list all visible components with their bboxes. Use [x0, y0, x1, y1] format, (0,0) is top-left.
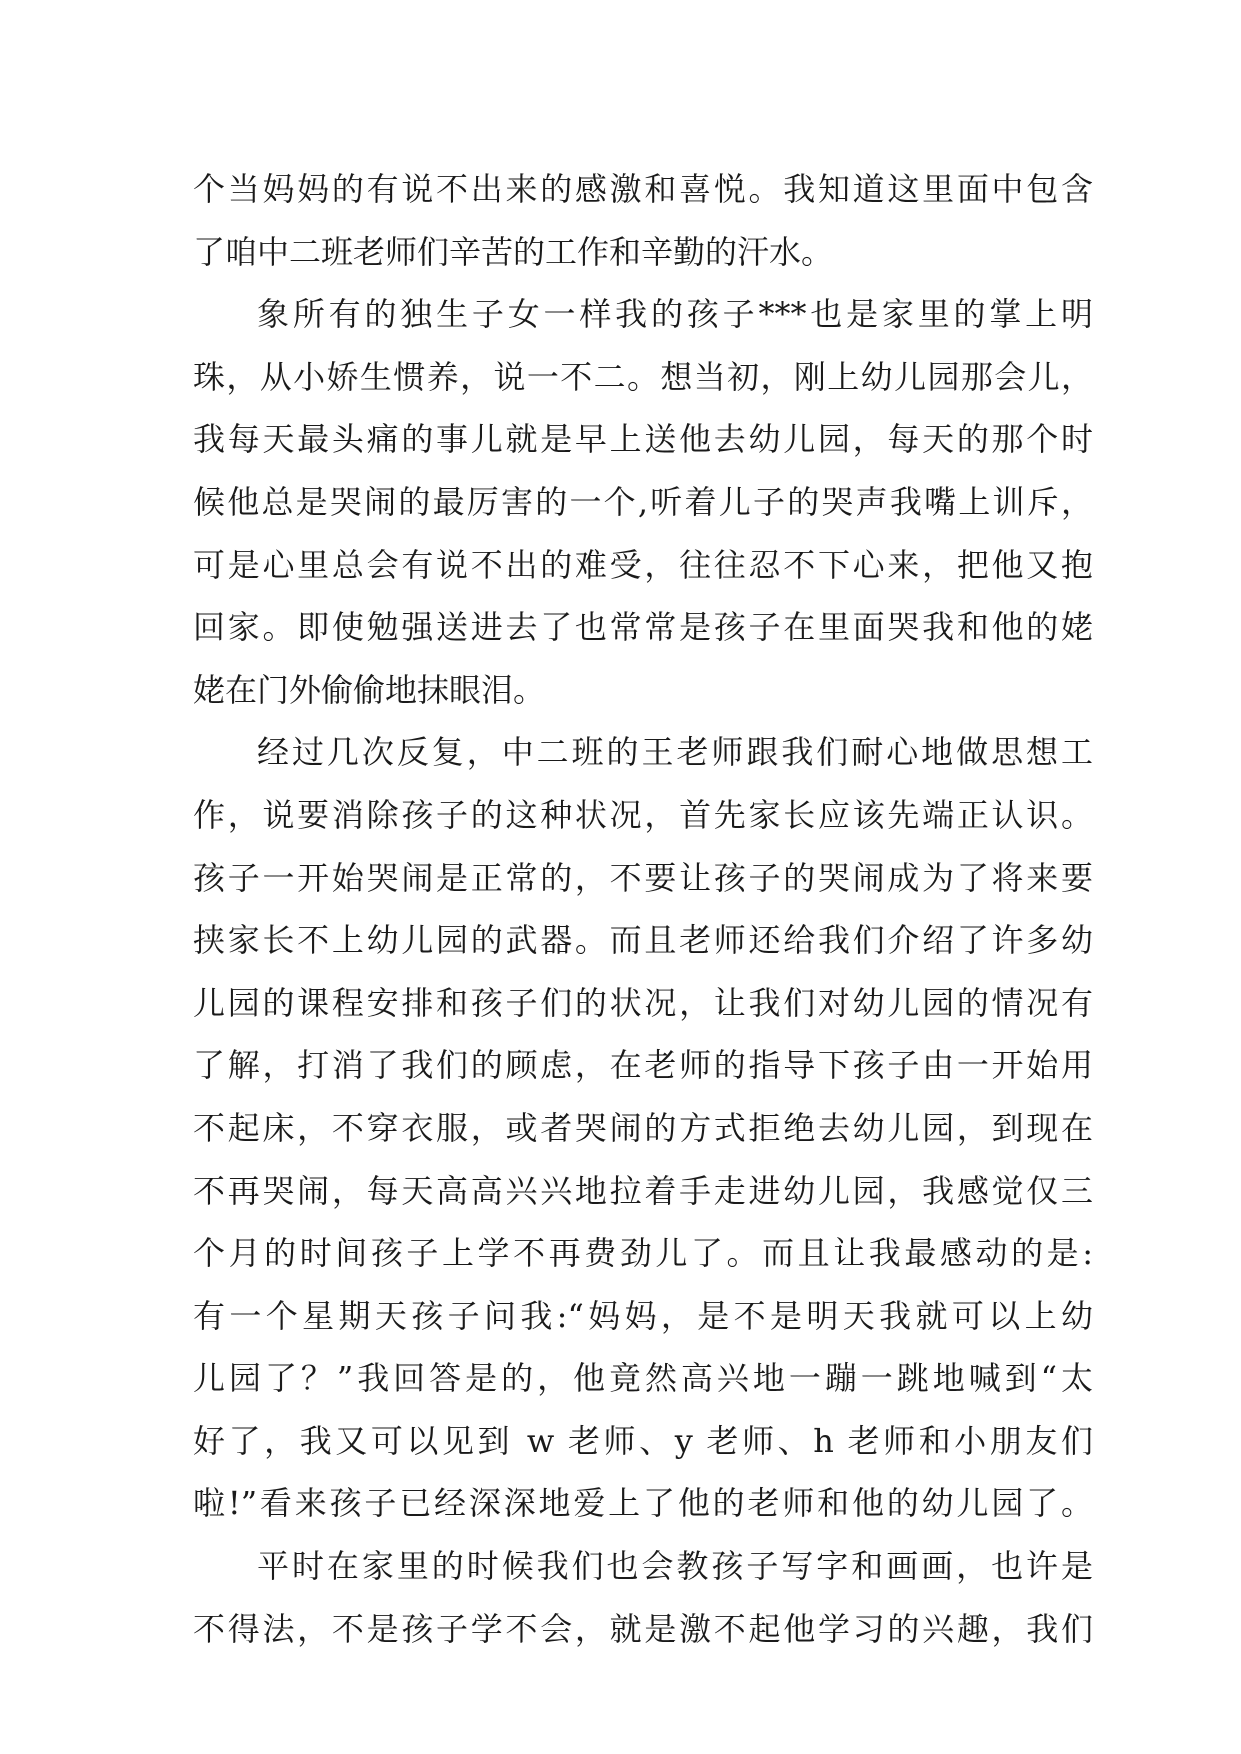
- text-line: 作，说要消除孩子的这种状况，首先家长应该先端正认识。: [193, 795, 1093, 834]
- body-text: [193, 158, 1093, 1660]
- text-line: 孩子一开始哭闹是正常的，不要让孩子的哭闹成为了将来要: [193, 858, 1093, 897]
- text-line: 挟家长不上幼儿园的武器。而且老师还给我们介绍了许多幼: [193, 921, 1093, 960]
- text-line: 可是心里总会有说不出的难受，往往忍不下心来，把他又抱: [193, 545, 1093, 584]
- text-line: 不再哭闹，每天高高兴兴地拉着手走进幼儿园，我感觉仅三: [193, 1171, 1093, 1210]
- text-line: 不起床，不穿衣服，或者哭闹的方式拒绝去幼儿园，到现在: [193, 1108, 1093, 1147]
- text-line: 儿园的课程安排和孩子们的状况，让我们对幼儿园的情况有: [193, 983, 1093, 1022]
- text-line: 回家。即使勉强送进去了也常常是孩子在里面哭我和他的姥: [193, 608, 1093, 647]
- text-line: 不得法，不是孩子学不会，就是激不起他学习的兴趣，我们: [193, 1609, 1093, 1648]
- text-line: 个月的时间孩子上学不再费劲儿了。而且让我最感动的是:: [193, 1234, 1093, 1273]
- text-line: 珠，从小娇生惯养，说一不二。想当初，刚上幼儿园那会儿，: [193, 357, 1093, 396]
- text-line: 个当妈妈的有说不出来的感激和喜悦。我知道这里面中包含: [193, 170, 1093, 208]
- text-line: 儿园了？”我回答是的，他竟然高兴地一蹦一跳地喊到“太: [193, 1359, 1093, 1398]
- text-line: 姥在门外偷偷地抹眼泪。: [193, 670, 546, 709]
- text-line: 平时在家里的时候我们也会教孩子写字和画画，也许是: [257, 1547, 1093, 1586]
- text-line: 候他总是哭闹的最厉害的一个,听着儿子的哭声我嘴上训斥，: [193, 482, 1093, 521]
- text-line: 我每天最头痛的事儿就是早上送他去幼儿园，每天的那个时: [193, 420, 1093, 459]
- text-line: 象所有的独生子女一样我的孩子***也是家里的掌上明: [257, 295, 1093, 334]
- text-line: 好了，我又可以见到 w 老师、y 老师、h 老师和小朋友们: [193, 1421, 1093, 1460]
- text-line: 有一个星期天孩子问我:“妈妈，是不是明天我就可以上幼: [193, 1296, 1093, 1335]
- text-line: 了解，打消了我们的顾虑，在老师的指导下孩子由一开始用: [193, 1046, 1093, 1085]
- text-line: 啦!”看来孩子已经深深地爱上了他的老师和他的幼儿园了。: [193, 1484, 1093, 1523]
- text-line: 经过几次反复，中二班的王老师跟我们耐心地做思想工: [257, 733, 1093, 772]
- text-line: 了咱中二班老师们辛苦的工作和辛勤的汗水。: [193, 232, 834, 271]
